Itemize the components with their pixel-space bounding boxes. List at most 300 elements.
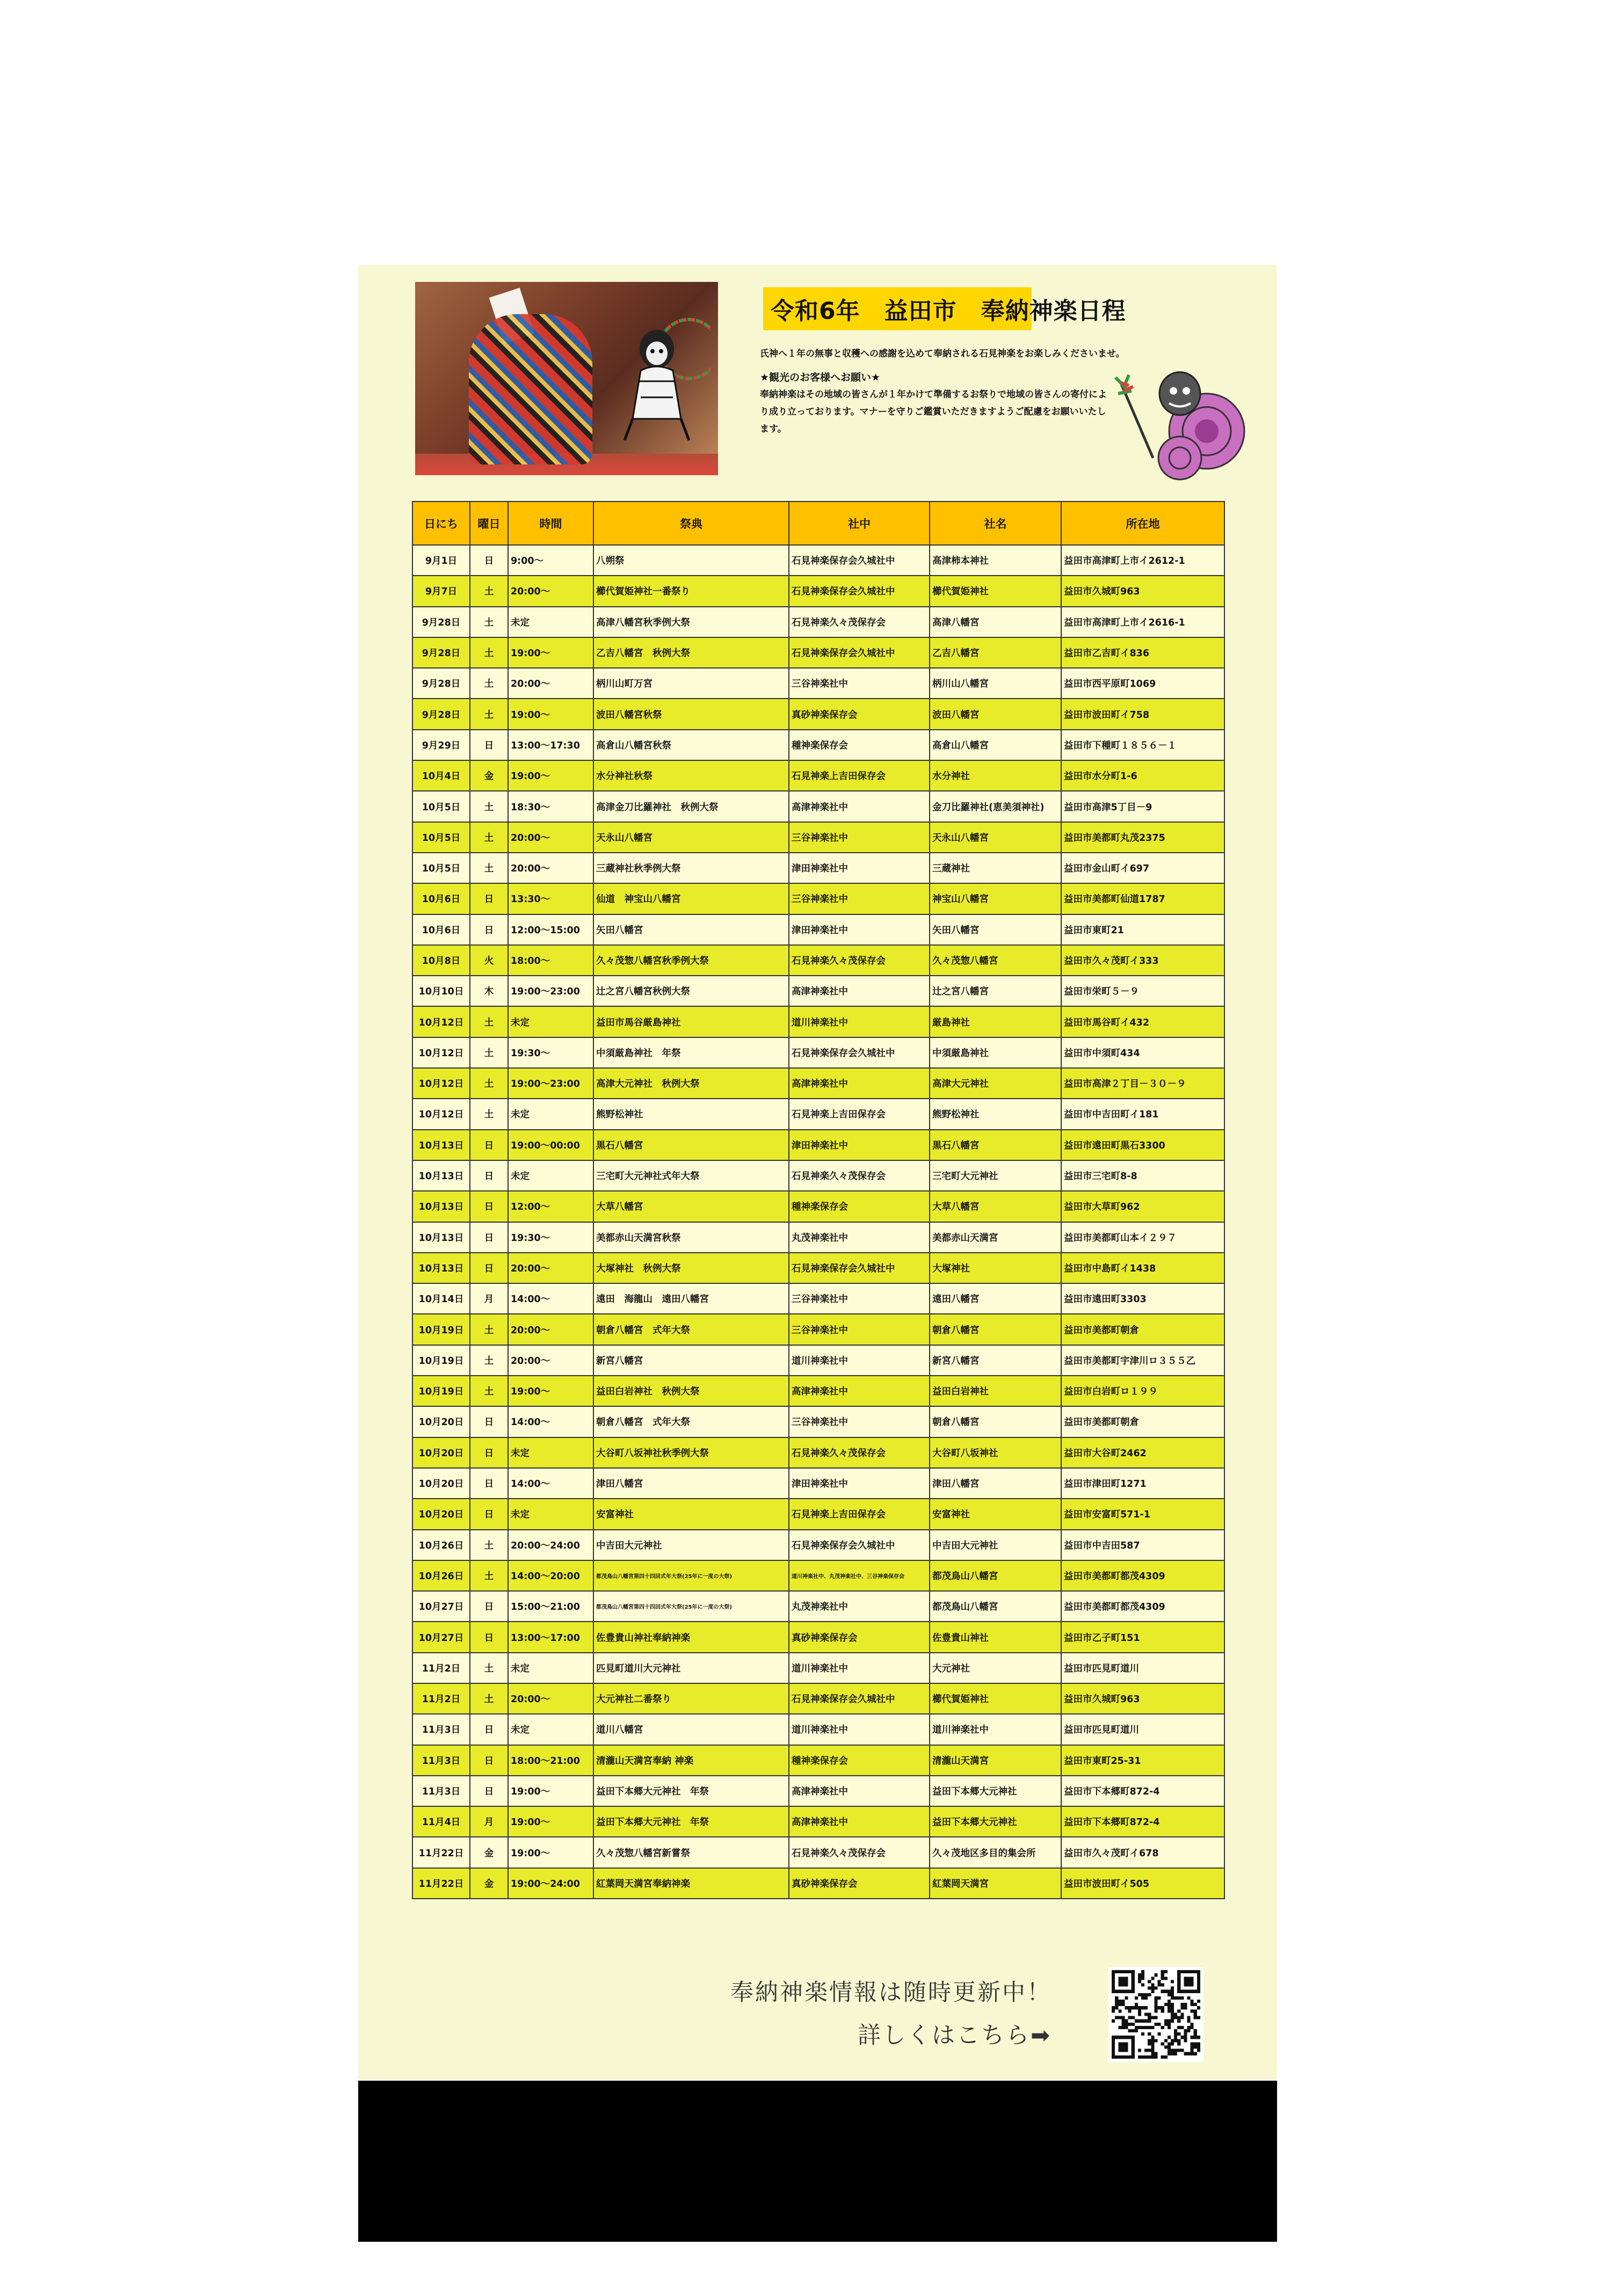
cell-date: 11月22日 — [412, 1868, 470, 1899]
cell-time: 19:00～ — [508, 760, 593, 791]
cell-weekday: 日 — [470, 1222, 508, 1253]
cell-time: 18:00～21:00 — [508, 1745, 593, 1776]
cell-date: 10月26日 — [412, 1530, 470, 1560]
table-row — [412, 1191, 1224, 1222]
cell-time: 14:00～ — [508, 1283, 593, 1314]
cell-shrine: 清瀧山天満宮 — [930, 1745, 1061, 1776]
cell-festival: 佐豊貴山神社奉納神楽 — [593, 1622, 789, 1652]
cell-time: 20:00～ — [508, 576, 593, 606]
cell-weekday: 土 — [470, 1099, 508, 1129]
table-row — [412, 1776, 1224, 1806]
cell-address: 益田市東町25-31 — [1061, 1745, 1224, 1776]
cell-troupe: 石見神楽久々茂保存会 — [789, 945, 930, 976]
cell-weekday: 土 — [470, 1345, 508, 1376]
cell-weekday: 日 — [470, 883, 508, 914]
cell-weekday: 月 — [470, 1806, 508, 1837]
cell-shrine: 朝倉八幡宮 — [930, 1406, 1061, 1437]
cell-date: 10月19日 — [412, 1376, 470, 1406]
cell-shrine: 波田八幡宮 — [930, 699, 1061, 729]
cell-shrine: 天永山八幡宮 — [930, 822, 1061, 853]
cell-festival: 匹見町道川大元神社 — [593, 1653, 789, 1683]
cell-address: 益田市水分町1-6 — [1061, 760, 1224, 791]
cell-troupe: 石見神楽久々茂保存会 — [789, 1160, 930, 1191]
cell-weekday: 日 — [470, 914, 508, 945]
cell-time: 12:00～15:00 — [508, 914, 593, 945]
cell-address: 益田市美都町朝倉 — [1061, 1314, 1224, 1345]
cell-troupe: 三谷神楽社中 — [789, 1283, 930, 1314]
cell-date: 10月26日 — [412, 1560, 470, 1591]
cell-address: 益田市馬谷町イ432 — [1061, 1006, 1224, 1037]
table-row — [412, 1468, 1224, 1499]
cell-festival: 波田八幡宮秋祭 — [593, 699, 789, 729]
cell-troupe: 津田神楽社中 — [789, 853, 930, 883]
cell-shrine: 道川神楽社中 — [930, 1714, 1061, 1745]
cell-weekday: 木 — [470, 976, 508, 1006]
cell-troupe: 石見神楽保存会久城社中 — [789, 1530, 930, 1560]
cell-festival: 柄川山町万宮 — [593, 668, 789, 699]
cell-troupe: 道川神楽社中 — [789, 1714, 930, 1745]
cell-time: 13:00～17:30 — [508, 730, 593, 760]
cell-troupe: 高津神楽社中 — [789, 1068, 930, 1099]
cell-festival: 櫛代賀姫神社一番祭り — [593, 576, 789, 606]
cell-troupe: 高津神楽社中 — [789, 1776, 930, 1806]
cell-date: 10月20日 — [412, 1437, 470, 1468]
cell-shrine: 久々茂惣八幡宮 — [930, 945, 1061, 976]
table-row — [412, 1591, 1224, 1622]
cell-time: 20:00～ — [508, 1253, 593, 1283]
table-row — [412, 668, 1224, 699]
cell-weekday: 土 — [470, 791, 508, 822]
cell-shrine: 美都赤山天満宮 — [930, 1222, 1061, 1253]
notice-body: 奉納神楽はその地域の皆さんが１年かけて準備するお祭りで地域の皆さんの寄付により成り立っております。マナーを守りご鑑賞いただきますようご配慮をお願いいたします。 — [760, 389, 1107, 434]
cell-troupe: 真砂神楽保存会 — [789, 1868, 930, 1899]
cell-date: 9月28日 — [412, 668, 470, 699]
cell-festival: 美都赤山天満宮秋祭 — [593, 1222, 789, 1253]
footer-message — [730, 1971, 1052, 2057]
cell-troupe: 道川神楽社中 — [789, 1653, 930, 1683]
cell-address: 益田市高津町上市イ2612-1 — [1061, 545, 1224, 576]
cell-weekday: 土 — [470, 1314, 508, 1345]
cell-shrine: 都茂鳥山八幡宮 — [930, 1560, 1061, 1591]
cell-weekday: 日 — [470, 1622, 508, 1652]
cell-troupe: 高津神楽社中 — [789, 976, 930, 1006]
cell-shrine: 中吉田大元神社 — [930, 1530, 1061, 1560]
cell-time: 未定 — [508, 1499, 593, 1529]
cell-festival: 安富神社 — [593, 1499, 789, 1529]
cell-address: 益田市高津２丁目－３０－９ — [1061, 1068, 1224, 1099]
cell-weekday: 土 — [470, 1653, 508, 1683]
cell-time: 19:00～ — [508, 1806, 593, 1837]
cell-shrine: 水分神社 — [930, 760, 1061, 791]
cell-shrine: 高倉山八幡宮 — [930, 730, 1061, 760]
cell-troupe: 石見神楽久々茂保存会 — [789, 1837, 930, 1868]
cell-weekday: 日 — [470, 1160, 508, 1191]
cell-date: 10月12日 — [412, 1068, 470, 1099]
cell-weekday: 日 — [470, 1130, 508, 1160]
cell-date: 10月12日 — [412, 1099, 470, 1129]
cell-address: 益田市西平原町1069 — [1061, 668, 1224, 699]
table-row — [412, 1283, 1224, 1314]
cell-shrine: 遠田八幡宮 — [930, 1283, 1061, 1314]
cell-address: 益田市美都町都茂4309 — [1061, 1591, 1224, 1622]
cell-time: 19:00～23:00 — [508, 976, 593, 1006]
cell-festival: 熊野松神社 — [593, 1099, 789, 1129]
cell-troupe: 三谷神楽社中 — [789, 1406, 930, 1437]
cell-weekday: 金 — [470, 1868, 508, 1899]
cell-shrine: 中須厳島神社 — [930, 1037, 1061, 1068]
cell-troupe: 種神楽保存会 — [789, 730, 930, 760]
table-row — [412, 1499, 1224, 1529]
table-row — [412, 1345, 1224, 1376]
cell-shrine: 三宅町大元神社 — [930, 1160, 1061, 1191]
cell-festival: 朝倉八幡宮 式年大祭 — [593, 1314, 789, 1345]
cell-time: 14:00～20:00 — [508, 1560, 593, 1591]
cell-time: 19:30～ — [508, 1222, 593, 1253]
column-header-troupe: 社中 — [789, 502, 930, 545]
cell-time: 19:00～23:00 — [508, 1068, 593, 1099]
cell-festival: 大谷町八坂神社秋季例大祭 — [593, 1437, 789, 1468]
cell-weekday: 日 — [470, 1591, 508, 1622]
cell-shrine: 金刀比羅神社(恵美須神社) — [930, 791, 1061, 822]
cell-address: 益田市美都町丸茂2375 — [1061, 822, 1224, 853]
cell-festival: 黒石八幡宮 — [593, 1130, 789, 1160]
cell-address: 益田市大谷町2462 — [1061, 1437, 1224, 1468]
table-row — [412, 1037, 1224, 1068]
cell-date: 11月3日 — [412, 1745, 470, 1776]
cell-time: 15:00～21:00 — [508, 1591, 593, 1622]
cell-time: 19:00～00:00 — [508, 1130, 593, 1160]
cell-weekday: 土 — [470, 668, 508, 699]
cell-weekday: 火 — [470, 945, 508, 976]
cell-shrine: 神宝山八幡宮 — [930, 883, 1061, 914]
cell-troupe: 石見神楽保存会久城社中 — [789, 1037, 930, 1068]
cell-festival: 中吉田大元神社 — [593, 1530, 789, 1560]
cell-time: 未定 — [508, 1099, 593, 1129]
cell-date: 10月12日 — [412, 1006, 470, 1037]
cell-time: 未定 — [508, 607, 593, 637]
cell-festival: 津田八幡宮 — [593, 1468, 789, 1499]
cell-shrine: 紅葉岡天満宮 — [930, 1868, 1061, 1899]
cell-address: 益田市美都町宇津川ロ３５５乙 — [1061, 1345, 1224, 1376]
cell-festival: 三宅町大元神社式年大祭 — [593, 1160, 789, 1191]
cell-festival: 高津八幡宮秋季例大祭 — [593, 607, 789, 637]
bottom-black-band — [358, 2081, 1277, 2242]
table-row — [412, 1806, 1224, 1837]
table-row — [412, 1622, 1224, 1652]
table-row — [412, 699, 1224, 729]
cell-festival: 久々茂惣八幡宮新嘗祭 — [593, 1837, 789, 1868]
cell-time: 18:30～ — [508, 791, 593, 822]
cell-address: 益田市高津5丁目－9 — [1061, 791, 1224, 822]
cell-address: 益田市遠田町黒石3300 — [1061, 1130, 1224, 1160]
cell-troupe: 石見神楽保存会久城社中 — [789, 545, 930, 576]
cell-weekday: 日 — [470, 1776, 508, 1806]
cell-festival: 中須厳島神社 年祭 — [593, 1037, 789, 1068]
cell-date: 10月27日 — [412, 1591, 470, 1622]
table-row — [412, 1714, 1224, 1745]
cell-date: 10月6日 — [412, 914, 470, 945]
cell-time: 19:00～ — [508, 699, 593, 729]
poster — [358, 265, 1277, 2080]
cell-time: 20:00～24:00 — [508, 1530, 593, 1560]
cell-shrine: 三蔵神社 — [930, 853, 1061, 883]
cell-weekday: 土 — [470, 1683, 508, 1714]
cell-festival: 大塚神社 秋例大祭 — [593, 1253, 789, 1283]
cell-troupe: 丸茂神楽社中 — [789, 1222, 930, 1253]
cell-date: 10月12日 — [412, 1037, 470, 1068]
cell-weekday: 日 — [470, 1745, 508, 1776]
cell-time: 未定 — [508, 1006, 593, 1037]
cell-shrine: 佐豊貴山神社 — [930, 1622, 1061, 1652]
cell-address: 益田市栄町５－９ — [1061, 976, 1224, 1006]
cell-shrine: 高津柿本神社 — [930, 545, 1061, 576]
cell-shrine: 安富神社 — [930, 1499, 1061, 1529]
cell-weekday: 土 — [470, 607, 508, 637]
cell-time: 19:00～24:00 — [508, 1868, 593, 1899]
cell-date: 9月28日 — [412, 607, 470, 637]
cell-date: 9月28日 — [412, 699, 470, 729]
table-row — [412, 1437, 1224, 1468]
cell-date: 9月29日 — [412, 730, 470, 760]
table-row — [412, 914, 1224, 945]
cell-festival: 天永山八幡宮 — [593, 822, 789, 853]
cell-troupe: 三谷神楽社中 — [789, 883, 930, 914]
cell-address: 益田市高津町上市イ2616-1 — [1061, 607, 1224, 637]
cell-time: 19:00～ — [508, 1376, 593, 1406]
cell-troupe: 石見神楽上吉田保存会 — [789, 1099, 930, 1129]
cell-time: 19:00～ — [508, 637, 593, 668]
cell-address: 益田市東町21 — [1061, 914, 1224, 945]
column-header-weekday: 曜日 — [470, 502, 508, 545]
cell-shrine: 津田八幡宮 — [930, 1468, 1061, 1499]
cell-shrine: 櫛代賀姫神社 — [930, 1683, 1061, 1714]
cell-shrine: 高津大元神社 — [930, 1068, 1061, 1099]
cell-time: 13:30～ — [508, 883, 593, 914]
table-row — [412, 607, 1224, 637]
cell-date: 10月27日 — [412, 1622, 470, 1652]
cell-time: 14:00～ — [508, 1468, 593, 1499]
cell-date: 10月8日 — [412, 945, 470, 976]
cell-shrine: 益田白岩神社 — [930, 1376, 1061, 1406]
table-row — [412, 976, 1224, 1006]
cell-weekday: 土 — [470, 1068, 508, 1099]
cell-address: 益田市中島町イ1438 — [1061, 1253, 1224, 1283]
cell-address: 益田市大草町962 — [1061, 1191, 1224, 1222]
cell-festival: 遠田 海龍山 遠田八幡宮 — [593, 1283, 789, 1314]
table-row — [412, 1745, 1224, 1776]
cell-date: 10月5日 — [412, 791, 470, 822]
cell-weekday: 土 — [470, 637, 508, 668]
cell-shrine: 大谷町八坂神社 — [930, 1437, 1061, 1468]
cell-troupe: 石見神楽保存会久城社中 — [789, 1683, 930, 1714]
cell-troupe: 津田神楽社中 — [789, 1130, 930, 1160]
table-row — [412, 822, 1224, 853]
table-header-row — [412, 502, 1224, 545]
table-row — [412, 1222, 1224, 1253]
cell-festival: 仙道 神宝山八幡宮 — [593, 883, 789, 914]
cell-troupe: 津田神楽社中 — [789, 1468, 930, 1499]
cell-address: 益田市安富町571-1 — [1061, 1499, 1224, 1529]
cell-address: 益田市下本郷町872-4 — [1061, 1806, 1224, 1837]
cell-date: 10月20日 — [412, 1406, 470, 1437]
cell-time: 20:00～ — [508, 1345, 593, 1376]
cell-festival: 矢田八幡宮 — [593, 914, 789, 945]
cell-address: 益田市三宅町8-8 — [1061, 1160, 1224, 1191]
cell-shrine: 久々茂地区多目的集会所 — [930, 1837, 1061, 1868]
column-header-date: 日にち — [412, 502, 470, 545]
cell-festival: 益田白岩神社 秋例大祭 — [593, 1376, 789, 1406]
table-row — [412, 945, 1224, 976]
cell-address: 益田市美都町朝倉 — [1061, 1406, 1224, 1437]
cell-date: 11月4日 — [412, 1806, 470, 1837]
cell-festival: 大元神社二番祭り — [593, 1683, 789, 1714]
table-row — [412, 1068, 1224, 1099]
cell-date: 11月22日 — [412, 1837, 470, 1868]
table-row — [412, 760, 1224, 791]
cell-shrine: 乙吉八幡宮 — [930, 637, 1061, 668]
cell-troupe: 石見神楽保存会久城社中 — [789, 637, 930, 668]
cell-weekday: 金 — [470, 1837, 508, 1868]
cell-festival: 道川八幡宮 — [593, 1714, 789, 1745]
cell-festival: 清瀧山天満宮奉納 神楽 — [593, 1745, 789, 1776]
table-row — [412, 1130, 1224, 1160]
footer-line-details[interactable]: 詳しくはこちら➡ — [857, 2022, 1052, 2049]
cell-weekday: 日 — [470, 730, 508, 760]
cell-weekday: 土 — [470, 1530, 508, 1560]
cell-shrine: 熊野松神社 — [930, 1099, 1061, 1129]
table-row — [412, 1006, 1224, 1037]
cell-festival: 高倉山八幡宮秋祭 — [593, 730, 789, 760]
cell-time: 未定 — [508, 1714, 593, 1745]
table-row — [412, 1683, 1224, 1714]
table-row — [412, 545, 1224, 576]
cell-weekday: 日 — [470, 1191, 508, 1222]
cell-address: 益田市匹見町道川 — [1061, 1653, 1224, 1683]
cell-time: 未定 — [508, 1653, 593, 1683]
cell-weekday: 日 — [470, 1499, 508, 1529]
cell-troupe: 道川神楽社中 — [789, 1345, 930, 1376]
intro-text: 氏神へ１年の無事と収穫への感謝を込めて奉納される石見神楽をお楽しみくださいませ。 — [760, 348, 1125, 359]
cell-troupe: 石見神楽保存会久城社中 — [789, 576, 930, 606]
table-row — [412, 791, 1224, 822]
cell-troupe: 道川神楽社中 — [789, 1006, 930, 1037]
table-row — [412, 1253, 1224, 1283]
cell-address: 益田市津田町1271 — [1061, 1468, 1224, 1499]
cell-troupe: 真砂神楽保存会 — [789, 1622, 930, 1652]
cell-festival: 大草八幡宮 — [593, 1191, 789, 1222]
cell-address: 益田市久城町963 — [1061, 576, 1224, 606]
cell-weekday: 日 — [470, 1437, 508, 1468]
oni-mascot-illustration — [1099, 351, 1260, 485]
cell-address: 益田市久城町963 — [1061, 1683, 1224, 1714]
column-header-festival: 祭典 — [593, 502, 789, 545]
cell-troupe: 三谷神楽社中 — [789, 822, 930, 853]
cell-weekday: 金 — [470, 760, 508, 791]
cell-troupe: 石見神楽久々茂保存会 — [789, 1437, 930, 1468]
table-row — [412, 637, 1224, 668]
cell-address: 益田市白岩町ロ１９９ — [1061, 1376, 1224, 1406]
cell-time: 12:00～ — [508, 1191, 593, 1222]
cell-date: 10月13日 — [412, 1222, 470, 1253]
cell-festival: 辻之宮八幡宮秋例大祭 — [593, 976, 789, 1006]
cell-festival: 益田市馬谷厳島神社 — [593, 1006, 789, 1037]
cell-festival: 都茂鳥山八幡宮第四十四回式年大祭(25年に一度の大祭) — [593, 1560, 789, 1591]
cell-address: 益田市美都町仙道1787 — [1061, 883, 1224, 914]
cell-troupe: 高津神楽社中 — [789, 791, 930, 822]
table-row — [412, 1868, 1224, 1899]
cell-shrine: 大塚神社 — [930, 1253, 1061, 1283]
cell-date: 11月3日 — [412, 1714, 470, 1745]
cell-address: 益田市美都町山本イ２９７ — [1061, 1222, 1224, 1253]
table-row — [412, 1530, 1224, 1560]
cell-troupe: 石見神楽上吉田保存会 — [789, 1499, 930, 1529]
cell-festival: 三蔵神社秋季例大祭 — [593, 853, 789, 883]
cell-address: 益田市久々茂町イ678 — [1061, 1837, 1224, 1868]
cell-weekday: 土 — [470, 1376, 508, 1406]
cell-weekday: 日 — [470, 1406, 508, 1437]
cell-date: 10月6日 — [412, 883, 470, 914]
cell-troupe: 津田神楽社中 — [789, 914, 930, 945]
page-title: 令和6年 益田市 奉納神楽日程 — [763, 287, 1032, 330]
cell-address: 益田市波田町イ505 — [1061, 1868, 1224, 1899]
cell-time: 13:00～17:00 — [508, 1622, 593, 1652]
cell-weekday: 土 — [470, 1560, 508, 1591]
cell-time: 9:00～ — [508, 545, 593, 576]
column-header-address: 所在地 — [1061, 502, 1224, 545]
cell-address: 益田市金山町イ697 — [1061, 853, 1224, 883]
cell-shrine: 黒石八幡宮 — [930, 1130, 1061, 1160]
cell-shrine: 大元神社 — [930, 1653, 1061, 1683]
cell-time: 14:00～ — [508, 1406, 593, 1437]
cell-troupe: 三谷神楽社中 — [789, 1314, 930, 1345]
cell-festival: 高津大元神社 秋例大祭 — [593, 1068, 789, 1099]
cell-weekday: 土 — [470, 699, 508, 729]
cell-troupe: 石見神楽上吉田保存会 — [789, 760, 930, 791]
cell-address: 益田市久々茂町イ333 — [1061, 945, 1224, 976]
cell-address: 益田市匹見町道川 — [1061, 1714, 1224, 1745]
cell-shrine: 厳島神社 — [930, 1006, 1061, 1037]
qr-code[interactable] — [1108, 1967, 1204, 2062]
cell-time: 19:00～ — [508, 1837, 593, 1868]
cell-address: 益田市乙吉町イ836 — [1061, 637, 1224, 668]
cell-date: 9月1日 — [412, 545, 470, 576]
cell-date: 11月2日 — [412, 1653, 470, 1683]
cell-shrine: 益田下本郷大元神社 — [930, 1776, 1061, 1806]
cell-time: 20:00～ — [508, 1314, 593, 1345]
cell-date: 10月13日 — [412, 1130, 470, 1160]
cell-festival: 高津金刀比羅神社 秋例大祭 — [593, 791, 789, 822]
cell-address: 益田市中須町434 — [1061, 1037, 1224, 1068]
oni-illustration — [608, 311, 711, 446]
cell-festival: 紅葉岡天満宮奉納神楽 — [593, 1868, 789, 1899]
cell-troupe: 高津神楽社中 — [789, 1806, 930, 1837]
cell-date: 9月28日 — [412, 637, 470, 668]
table-row — [412, 1560, 1224, 1591]
cell-festival: 水分神社秋祭 — [593, 760, 789, 791]
cell-weekday: 日 — [470, 1253, 508, 1283]
cell-troupe: 道川神楽社中、丸茂神楽社中、三谷神楽保存会 — [789, 1560, 930, 1591]
cell-date: 10月4日 — [412, 760, 470, 791]
cell-date: 11月2日 — [412, 1683, 470, 1714]
cell-weekday: 土 — [470, 1037, 508, 1068]
cell-time: 20:00～ — [508, 822, 593, 853]
cell-date: 10月20日 — [412, 1499, 470, 1529]
cell-shrine: 矢田八幡宮 — [930, 914, 1061, 945]
cell-address: 益田市美都町都茂4309 — [1061, 1560, 1224, 1591]
cell-address: 益田市下本郷町872-4 — [1061, 1776, 1224, 1806]
cell-weekday: 土 — [470, 1006, 508, 1037]
cell-festival: 乙吉八幡宮 秋例大祭 — [593, 637, 789, 668]
